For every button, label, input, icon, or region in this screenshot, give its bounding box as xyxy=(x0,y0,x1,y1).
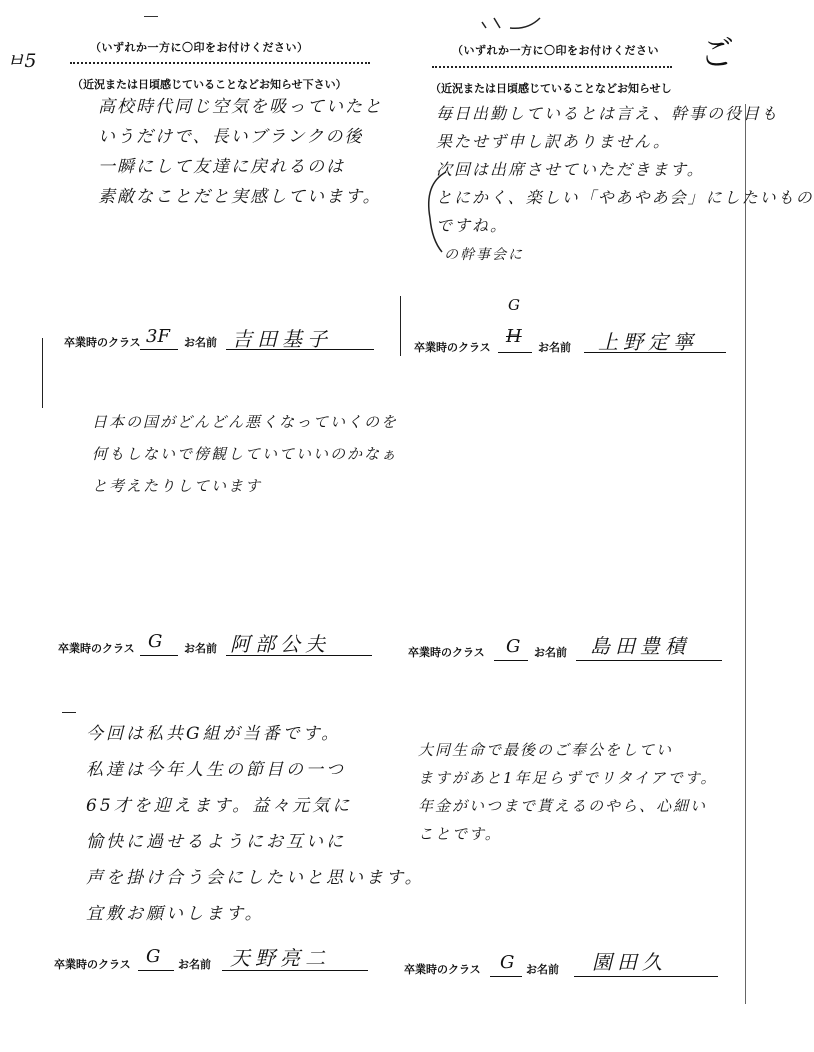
stray-pen-stroke xyxy=(480,8,550,30)
message-line: ますがあと1年足らずでリタイアです。 xyxy=(418,769,718,787)
name-underline xyxy=(226,655,372,656)
corner-mark-right: ご xyxy=(700,34,734,74)
dotted-divider xyxy=(70,62,370,64)
message-line: 日本の国がどんどん悪くなっていくのを xyxy=(92,413,399,431)
name-underline xyxy=(574,976,718,977)
margin-line xyxy=(400,296,401,356)
name-underline xyxy=(584,352,726,353)
message-prompt: （近況または日頃感じていることなどお知らせし xyxy=(430,82,672,95)
name-value: 上野定寧 xyxy=(598,330,698,354)
class-underline xyxy=(494,660,528,661)
name-label: お名前 xyxy=(526,963,559,976)
class-value: H xyxy=(506,326,522,347)
class-value: G xyxy=(148,631,163,652)
message-line: 私達は今年人生の節目の一つ xyxy=(86,760,346,780)
class-underline xyxy=(498,352,532,353)
class-label: 卒業時のクラス xyxy=(54,958,131,971)
class-label: 卒業時のクラス xyxy=(58,642,135,655)
message-line: ことです。 xyxy=(418,825,502,843)
class-underline xyxy=(140,655,178,656)
message-line: 宜敷お願いします。 xyxy=(86,904,265,924)
name-label: お名前 xyxy=(184,642,217,655)
message-line: 何もしないで傍観していていいのかなぁ xyxy=(92,445,399,463)
stray-mark xyxy=(144,16,158,17)
class-value: G xyxy=(146,946,161,967)
class-label: 卒業時のクラス xyxy=(408,646,485,659)
class-label: 卒業時のクラス xyxy=(414,341,491,354)
margin-line xyxy=(42,338,43,408)
stray-mark xyxy=(62,712,76,713)
message-text xyxy=(92,406,398,502)
class-value: 3F xyxy=(146,326,170,347)
class-underline xyxy=(138,970,174,971)
message-text xyxy=(98,92,383,212)
name-value: 天野亮二 xyxy=(230,946,330,970)
class-label: 卒業時のクラス xyxy=(404,963,481,976)
name-label: お名前 xyxy=(534,646,567,659)
message-text xyxy=(436,100,814,240)
message-line: 年金がいつまで貰えるのやら、心細い xyxy=(418,797,708,815)
message-line: 一瞬にして友達に戻れるのは xyxy=(98,157,345,177)
class-correction: G xyxy=(508,296,520,314)
message-line: 高校時代同じ空気を吸っていたと xyxy=(98,97,383,117)
name-value: 園田久 xyxy=(592,950,667,974)
corner-mark-left: ㅂ5 xyxy=(6,50,37,72)
name-value: 吉田基子 xyxy=(232,327,332,351)
class-underline xyxy=(490,976,522,977)
message-line: とにかく、楽しい「やあやあ会」にしたいもの xyxy=(436,188,814,207)
message-line: 愉快に過せるようにお互いに xyxy=(86,832,346,852)
inserted-text: の幹事会に xyxy=(444,247,524,263)
class-value: G xyxy=(500,952,515,973)
message-line: と考えたりしています xyxy=(92,477,263,495)
name-value: 阿部公夫 xyxy=(230,632,330,656)
message-line: ですね。 xyxy=(436,216,509,235)
select-instruction: （いずれか一方に〇印をお付けください） xyxy=(90,41,309,54)
name-underline xyxy=(226,349,374,350)
name-label: お名前 xyxy=(538,341,571,354)
class-underline xyxy=(140,349,178,350)
message-line: 今回は私共G組が当番です。 xyxy=(86,724,342,744)
select-instruction: （いずれか一方に〇印をお付けください xyxy=(452,44,659,57)
name-underline xyxy=(576,660,722,661)
message-line: 大同生命で最後のご奉公をしてい xyxy=(418,741,674,759)
message-line: 毎日出勤しているとは言え、幹事の役目も xyxy=(436,104,779,123)
name-underline xyxy=(222,970,368,971)
message-line: 果たせず申し訳ありません。 xyxy=(436,132,671,151)
class-label: 卒業時のクラス xyxy=(64,336,141,349)
message-line: いうだけで、長いブランクの後 xyxy=(98,127,364,147)
message-line: 声を掛け合う会にしたいと思います。 xyxy=(86,868,425,888)
message-text xyxy=(418,736,718,848)
class-value: G xyxy=(506,636,521,657)
name-label: お名前 xyxy=(184,336,217,349)
dotted-divider xyxy=(432,66,672,68)
message-line: 65才を迎えます。益々元気に xyxy=(86,796,353,816)
message-prompt: （近況または日頃感じていることなどお知らせ下さい） xyxy=(72,78,347,91)
message-line: 次回は出席させていただきます。 xyxy=(436,160,705,179)
message-text xyxy=(86,716,425,932)
message-line: 素敵なことだと実感しています。 xyxy=(98,187,382,207)
name-value: 島田豊積 xyxy=(590,634,690,658)
name-label: お名前 xyxy=(178,958,211,971)
